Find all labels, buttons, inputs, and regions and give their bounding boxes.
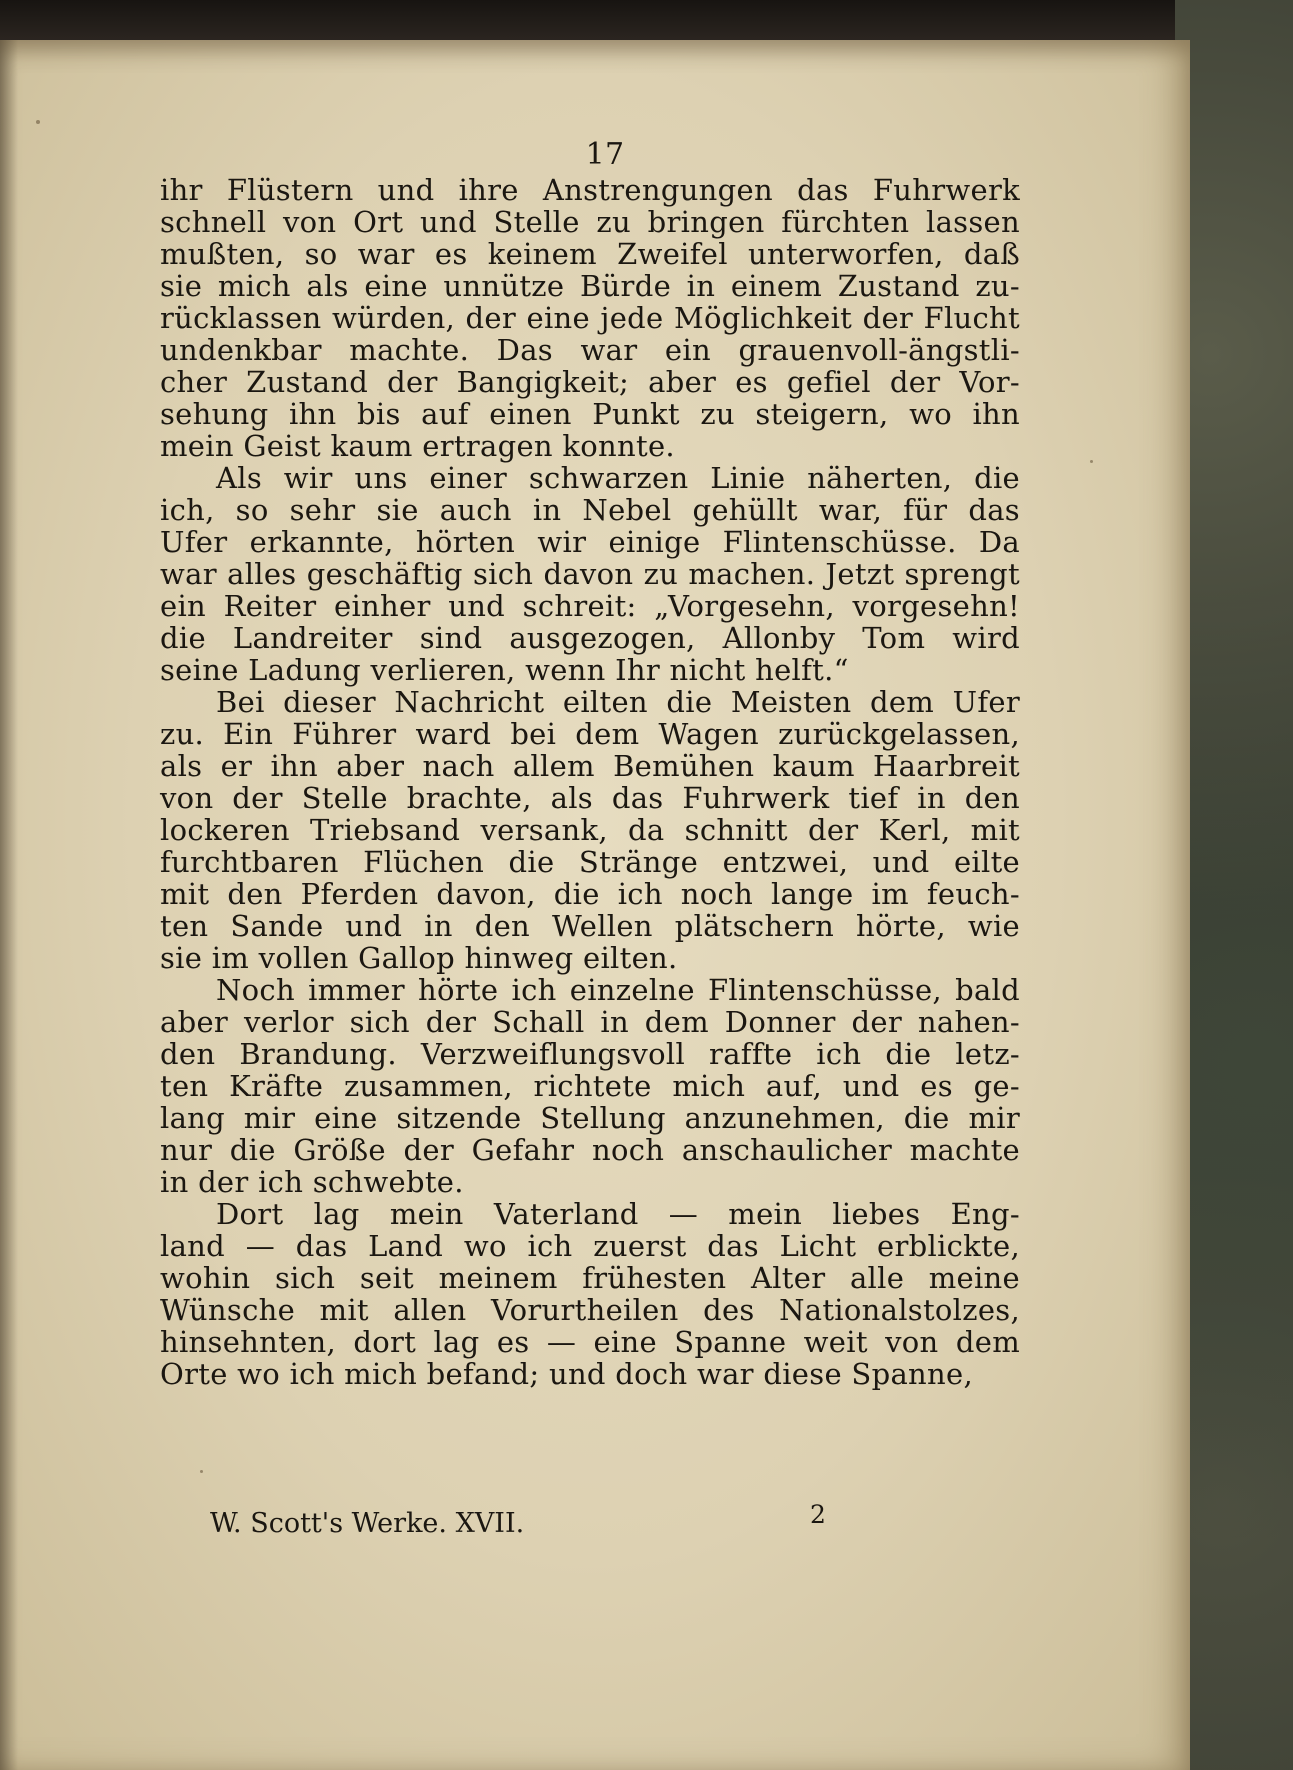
text-line: aber verlor sich der Schall in dem Donner der nahen- bbox=[160, 1005, 1020, 1039]
text-line: Dort lag mein Vaterland — mein liebes Eng- bbox=[216, 1197, 1020, 1231]
text-line: von der Stelle brachte, als das Fuhrwerk tief in den bbox=[160, 781, 1020, 815]
text-line: den Brandung. Verzweiflungsvoll raffte ich die letz- bbox=[160, 1037, 1020, 1071]
text-line: ihr Flüstern und ihre Anstrengungen das Fuhrwerk bbox=[160, 173, 1020, 207]
book-cover-board bbox=[1175, 0, 1293, 1770]
text-line: zu. Ein Führer ward bei dem Wagen zurückgelassen, bbox=[160, 717, 1020, 751]
text-line: sehung ihn bis auf einen Punkt zu steigern, wo ihn bbox=[160, 397, 1020, 431]
text-line: Orte wo ich mich befand; und doch war diese Spanne, bbox=[160, 1357, 973, 1391]
text-line: Bei dieser Nachricht eilten die Meisten dem Ufer bbox=[216, 685, 1020, 719]
text-line: schnell von Ort und Stelle zu bringen fürchten lassen bbox=[160, 205, 1020, 239]
text-line: undenkbar machte. Das war ein grauenvoll-ängstli- bbox=[160, 333, 1020, 367]
text-line: lang mir eine sitzende Stellung anzunehmen, die mir bbox=[160, 1101, 1020, 1135]
paper-speck bbox=[36, 120, 40, 124]
text-line: nur die Größe der Gefahr noch anschaulicher machte bbox=[160, 1133, 1020, 1167]
text-line: Als wir uns einer schwarzen Linie näherten, die bbox=[216, 461, 1020, 495]
text-line: wohin sich seit meinem frühesten Alter alle meine bbox=[160, 1261, 1020, 1295]
text-line: mein Geist kaum ertragen konnte. bbox=[160, 429, 675, 463]
page-number: 17 bbox=[585, 137, 625, 172]
text-line: ich, so sehr sie auch in Nebel gehüllt war, für das bbox=[160, 493, 1020, 527]
text-line: mußten, so war es keinem Zweifel unterworfen, daß bbox=[160, 237, 1020, 271]
text-line: mit den Pferden davon, die ich noch lange im feuch- bbox=[160, 877, 1020, 911]
text-line: Noch immer hörte ich einzelne Flintenschüsse, bald bbox=[216, 973, 1020, 1007]
text-line: hinsehnten, dort lag es — eine Spanne weit von dem bbox=[160, 1325, 1020, 1359]
text-line: Ufer erkannte, hörten wir einige Flintenschüsse. Da bbox=[160, 525, 1020, 559]
text-line: war alles geschäftig sich davon zu machen. Jetzt sprengt bbox=[160, 557, 1020, 591]
text-line: furchtbaren Flüchen die Stränge entzwei, und eilte bbox=[160, 845, 1020, 879]
gutter-shadow bbox=[0, 40, 18, 1770]
text-line: Wünsche mit allen Vorurtheilen des Nationalstolzes, bbox=[160, 1293, 1020, 1327]
page-text bbox=[160, 138, 1020, 1390]
text-line: ten Sande und in den Wellen plätschern hörte, wie bbox=[160, 909, 1020, 943]
text-line: als er ihn aber nach allem Bemühen kaum Haarbreit bbox=[160, 749, 1020, 783]
text-line: sie im vollen Gallop hinweg eilten. bbox=[160, 941, 678, 975]
text-line: seine Ladung verlieren, wenn Ihr nicht helft.“ bbox=[160, 653, 849, 687]
text-line: rücklassen würden, der eine jede Möglichkeit der Flucht bbox=[160, 301, 1020, 335]
text-line: ein Reiter einher und schreit: „Vorgesehn, vorgesehn! bbox=[160, 589, 1020, 623]
text-line: ten Kräfte zusammen, richtete mich auf, und es ge- bbox=[160, 1069, 1020, 1103]
footer-signature: W. Scott's Werke. XVII. bbox=[210, 1508, 525, 1539]
text-line: land — das Land wo ich zuerst das Licht erblickte, bbox=[160, 1229, 1020, 1263]
paragraphs bbox=[160, 174, 1020, 1390]
text-line: sie mich als eine unnütze Bürde in einem Zustand zu- bbox=[160, 269, 1020, 303]
paper-speck bbox=[1090, 460, 1093, 463]
text-line: lockeren Triebsand versank, da schnitt der Kerl, mit bbox=[160, 813, 1020, 847]
paper-speck bbox=[200, 1470, 203, 1473]
sheet-mark: 2 bbox=[810, 1500, 826, 1529]
text-line: die Landreiter sind ausgezogen, Allonby Tom wird bbox=[160, 621, 1020, 655]
text-line: cher Zustand der Bangigkeit; aber es gefiel der Vor- bbox=[160, 365, 1020, 399]
text-line: in der ich schwebte. bbox=[160, 1165, 464, 1199]
